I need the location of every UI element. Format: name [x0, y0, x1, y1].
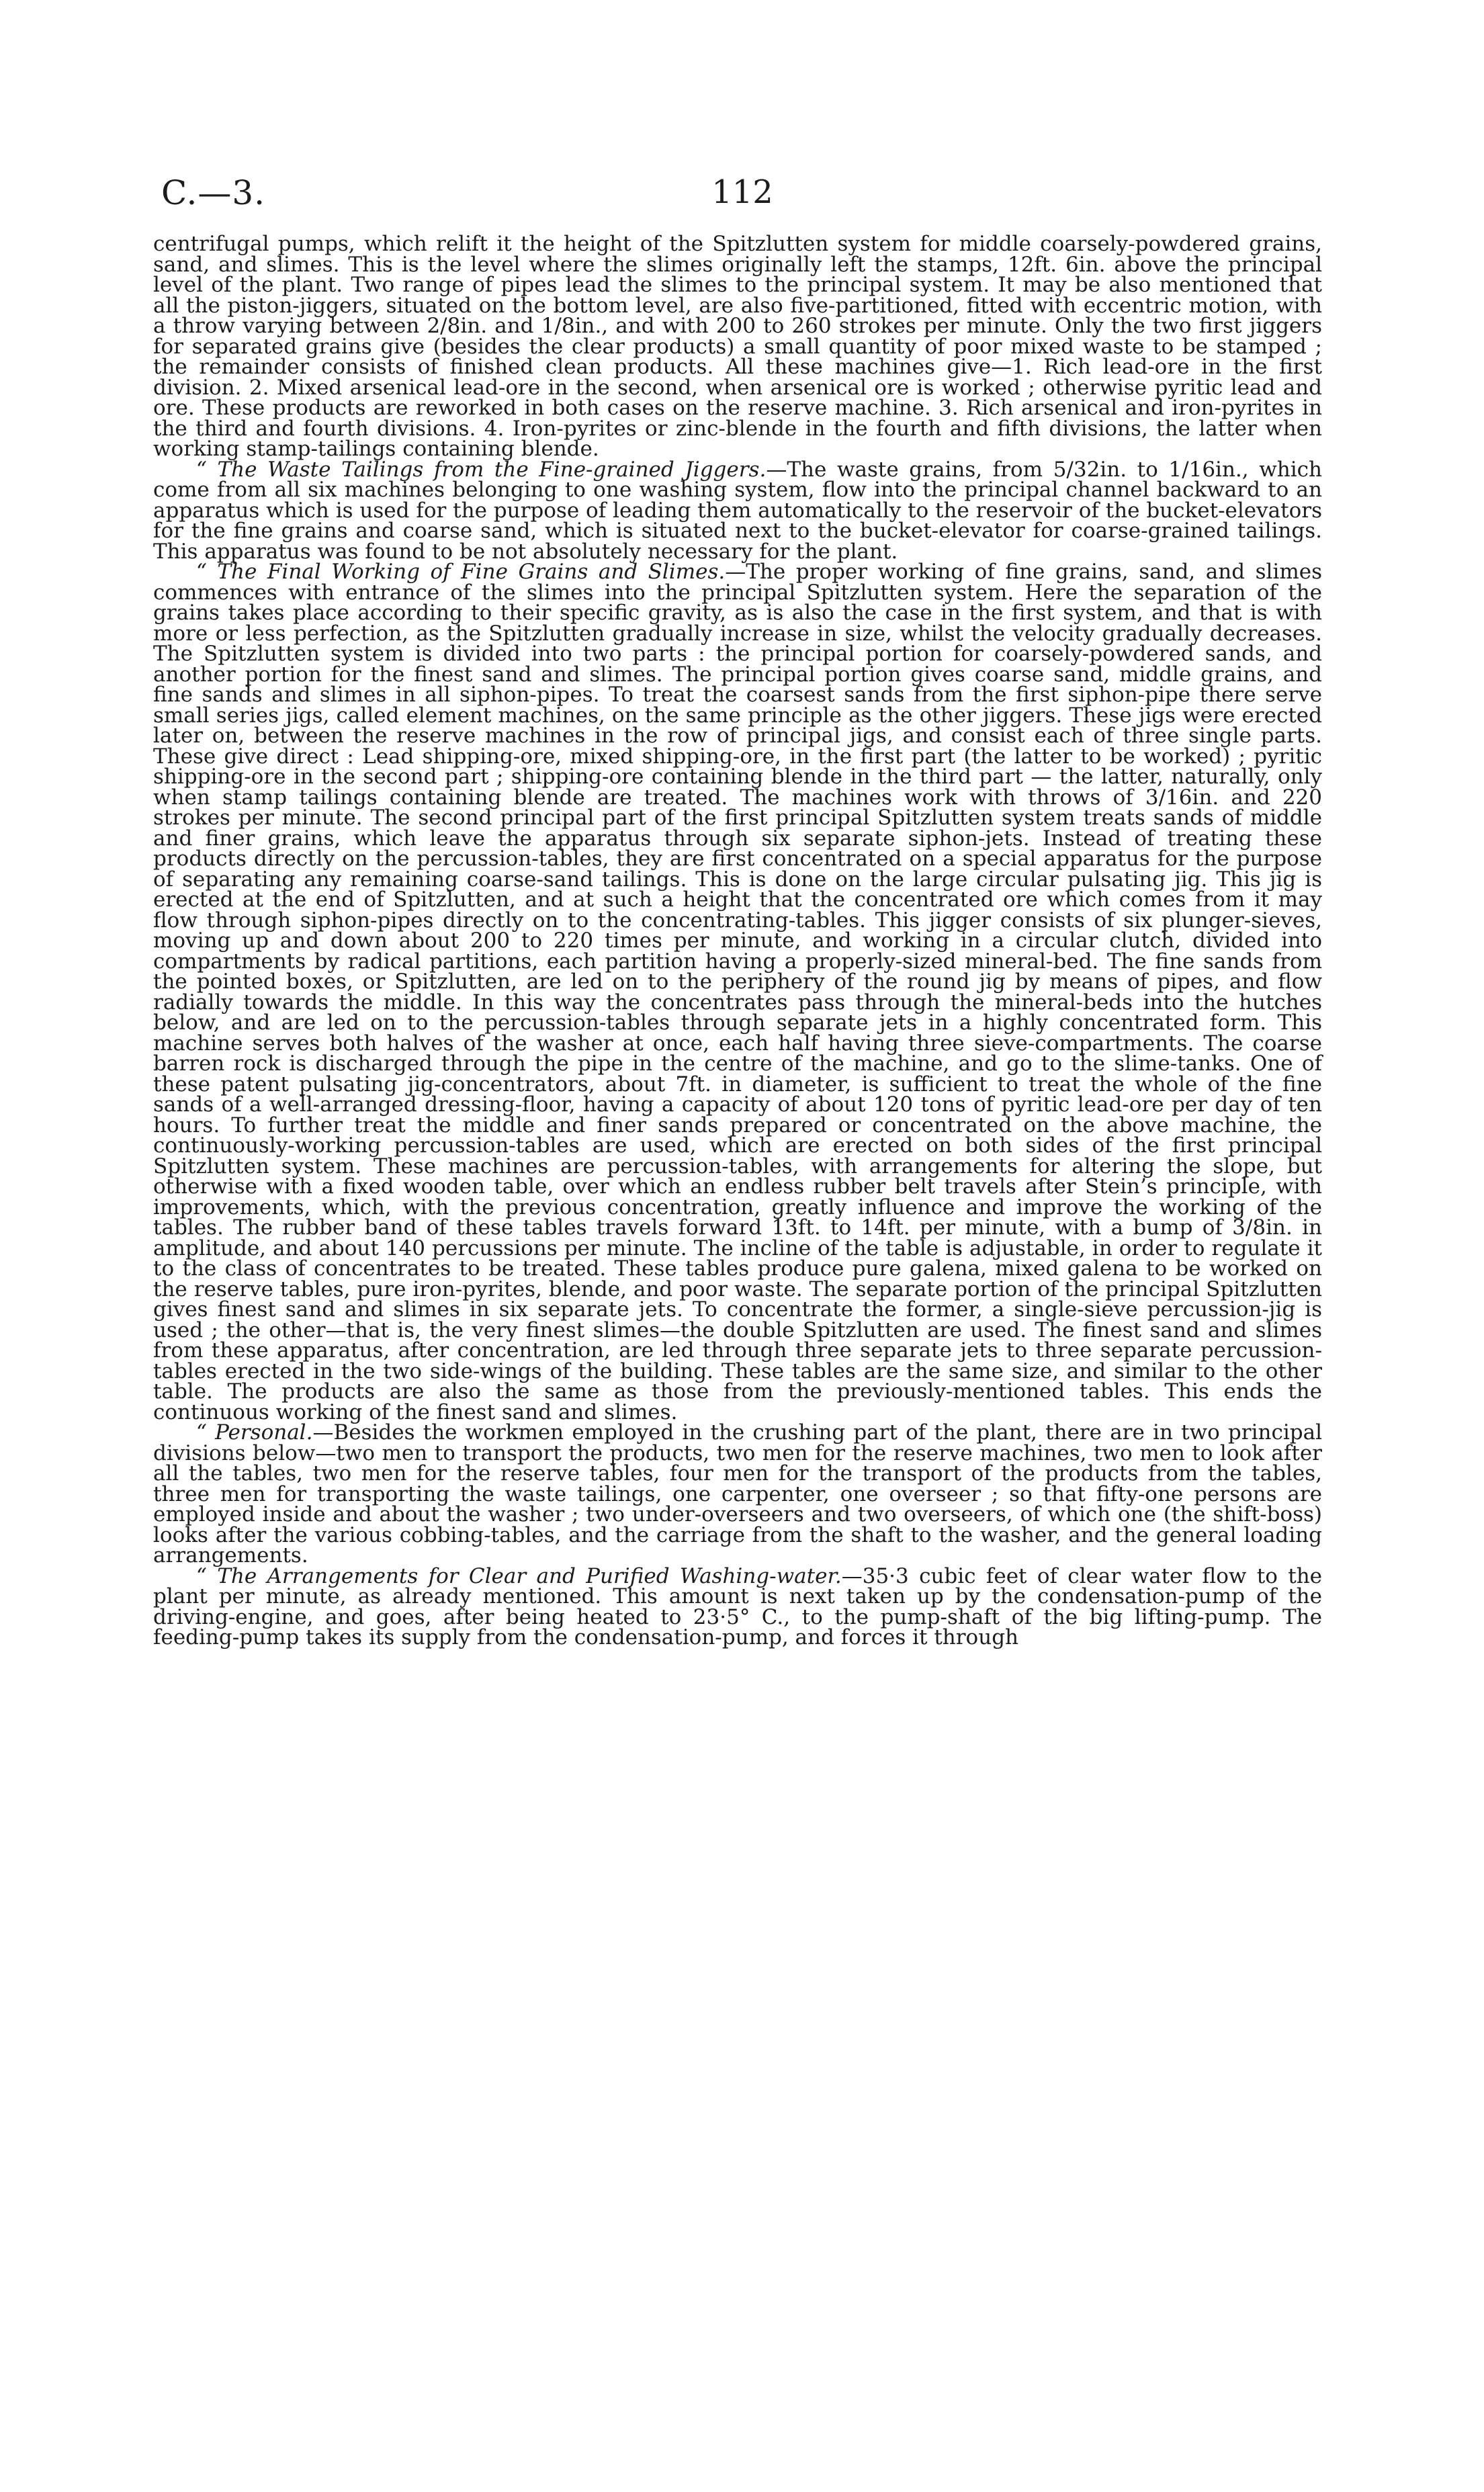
- paragraph-waste-tailings: [153, 457, 1322, 564]
- paragraph-washing-water: [153, 1563, 1322, 1649]
- document-reference: C.—3.: [161, 173, 266, 212]
- section-title: “ The Arrangements for Clear and Purified Washing-water.: [196, 1563, 842, 1588]
- page-header: [161, 173, 1323, 220]
- paragraph-personal: [153, 1422, 1322, 1566]
- paragraph-text: —35·3 cubic feet of clear water flow to the plant per minute, as already mentioned. This amount is next taken up by the condensation-pump of the driving-engine, and goes, after being heated to 23·5° C., to the pump-shaft of the big lifting-pump. The feeding-pump takes its supply from the condensation-pump, and forces it through: [153, 1563, 1322, 1649]
- paragraph-final-working: [153, 562, 1322, 1422]
- section-title: “ Personal.: [196, 1420, 313, 1445]
- paragraph-text: —The waste grains, from 5/32in. to 1/16in., which come from all six machines belonging to one washing system, flow into the principal channel backward to an apparatus which is used for the purpose of leading them automatically to the reservoir of the bucket-elevators for the fine grains and coarse sand, which is situated next to the bucket-elevator for coarse-grained tailings. This apparatus was found to be not absolutely necessary for the plant.: [153, 457, 1322, 564]
- paragraph-text: —Besides the workmen employed in the crushing part of the plant, there are in two principal divisions below—two men to transport the products, two men for the reserve machines, two men to look after all the tables, two men for the reserve tables, four men for the transport of the products from the tables, three men for transporting the waste tailings, one carpenter, one overseer ; so that fifty-one persons are employed inside and about the washer ; two under-overseers and two overseers, of which one (the shift-boss) looks after the various cobbing-tables, and the carriage from the shaft to the washer, and the general loading arrangements.: [153, 1420, 1322, 1567]
- paragraph-pumps: [153, 234, 1322, 460]
- body-text: [153, 234, 1322, 1648]
- page-number: 112: [711, 173, 773, 211]
- paragraph-text: centrifugal pumps, which relift it the height of the Spitzlutten system for middle coarsely-powdered grains, sand, and slimes. This is the level where the slimes originally left the stamps, 12ft. 6in. above the principal level of the plant. Two range of pipes lead the slimes to the principal system. It may be also mentioned that all the piston-jiggers, situated on the bottom level, are also five-partitioned, fitted with eccentric motion, with a throw varying between 2/8in. and 1/8in., and with 200 to 260 strokes per minute. Only the two first jiggers for separated grains give (besides the clear products) a small quantity of poor mixed waste to be stamped ; the remainder consists of finished clean products. All these machines give—1. Rich lead-ore in the first division. 2. Mixed arsenical lead-ore in the second, when arsenical ore is worked ; otherwise pyritic lead and ore. These products are reworked in both cases on the reserve machine. 3. Rich arsenical and iron-pyrites in the third and fourth divisions. 4. Iron-pyrites or zinc-blende in the fourth and fifth divisions, the latter when working stamp-tailings containing blende.: [153, 232, 1322, 461]
- paragraph-text: —The proper working of fine grains, sand, and slimes commences with entrance of the slimes into the principal Spitzlutten system. Here the separation of the grains takes place according to their specific gravity, as is also the case in the first system, and that is with more or less perfection, as the Spitzlutten gradually increase in size, whilst the velocity gradually decreases. The Spitzlutten system is divided into two parts : the principal portion for coarsely-powdered sands, and another portion for the finest sand and slimes. The principal portion gives coarse sand, middle grains, and fine sands and slimes in all siphon-pipes. To treat the coarsest sands from the first siphon-pipe there serve small series jigs, called element machines, on the same principle as the other jiggers. These jigs were erected later on, between the reserve machines in the row of principal jigs, and consist each of three single parts. These give direct : Lead shipping-ore, mixed shipping-ore, in the first part (the latter to be worked) ; pyritic shipping-ore in the second part ; shipping-ore containing blende in the third part — the latter, naturally, only when stamp tailings containing blende are treated. The machines work with throws of 3/16in. and 220 strokes per minute. The second principal part of the first principal Spitzlutten system treats sands of middle and finer grains, which leave the apparatus through six separate siphon-jets. Instead of treating these products directly on the percussion-tables, they are first concentrated on a special apparatus for the purpose of separating any remaining coarse-sand tailings. This is done on the large circular pulsating jig. This jig is erected at the end of Spitzlutten, and at such a height that the concentrated ore which comes from it may flow through siphon-pipes directly on to the concentrating-tables. This jigger consists of six plunger-sieves, moving up and down about 200 to 220 times per minute, and working in a circular clutch, divided into compartments by radical partitions, each partition having a properly-sized mineral-bed. The fine sands from the pointed boxes, or Spitzlutten, are led on to the periphery of the round jig by means of pipes, and flow radially towards the middle. In this way the concentrates pass through the mineral-beds into the hutches below, and are led on to the percussion-tables through separate jets in a highly concentrated form. This machine serves both halves of the washer at once, each half having three sieve-compartments. The coarse barren rock is discharged through the pipe in the centre of the machine, and go to the slime-tanks. One of these patent pulsating jig-concentrators, about 7ft. in diameter, is sufficient to treat the whole of the fine sands of a well-arranged dressing-floor, having a capacity of about 120 tons of pyritic lead-ore per day of ten hours. To further treat the middle and finer sands prepared or concentrated on the above machine, the continuously-working percussion-tables are used, which are erected on both sides of the first principal Spitzlutten system. These machines are percussion-tables, with arrangements for altering the slope, but otherwise with a fixed wooden table, over which an endless rubber belt travels after Stein’s principle, with improvements, which, with the previous concentration, greatly influence and improve the working of the tables. The rubber band of these tables travels forward 13ft. to 14ft. per minute, with a bump of 3/8in. in amplitude, and about 140 percussions per minute. The incline of the table is adjustable, in order to regulate it to the class of concentrates to be treated. These tables produce pure galena, mixed galena to be worked on the reserve tables, pure iron-pyrites, blende, and poor waste. The separate portion of the principal Spitzlutten gives finest sand and slimes in six separate jets. To concentrate the former, a single-sieve percussion-jig is used ; the other—that is, the very finest slimes—the double Spitzlutten are used. The finest sand and slimes from these apparatus, after concentration, are led through three separate jets to three separate percussion-tables erected in the two side-wings of the building. These tables are the same size, and similar to the other table. The products are also the same as those from the previously-mentioned tables. This ends the continuous working of the finest sand and slimes.: [153, 560, 1322, 1424]
- section-title: “ The Final Working of Fine Grains and Slimes.: [196, 560, 726, 584]
- section-title: “ The Waste Tailings from the Fine-grained Jiggers.: [196, 457, 767, 482]
